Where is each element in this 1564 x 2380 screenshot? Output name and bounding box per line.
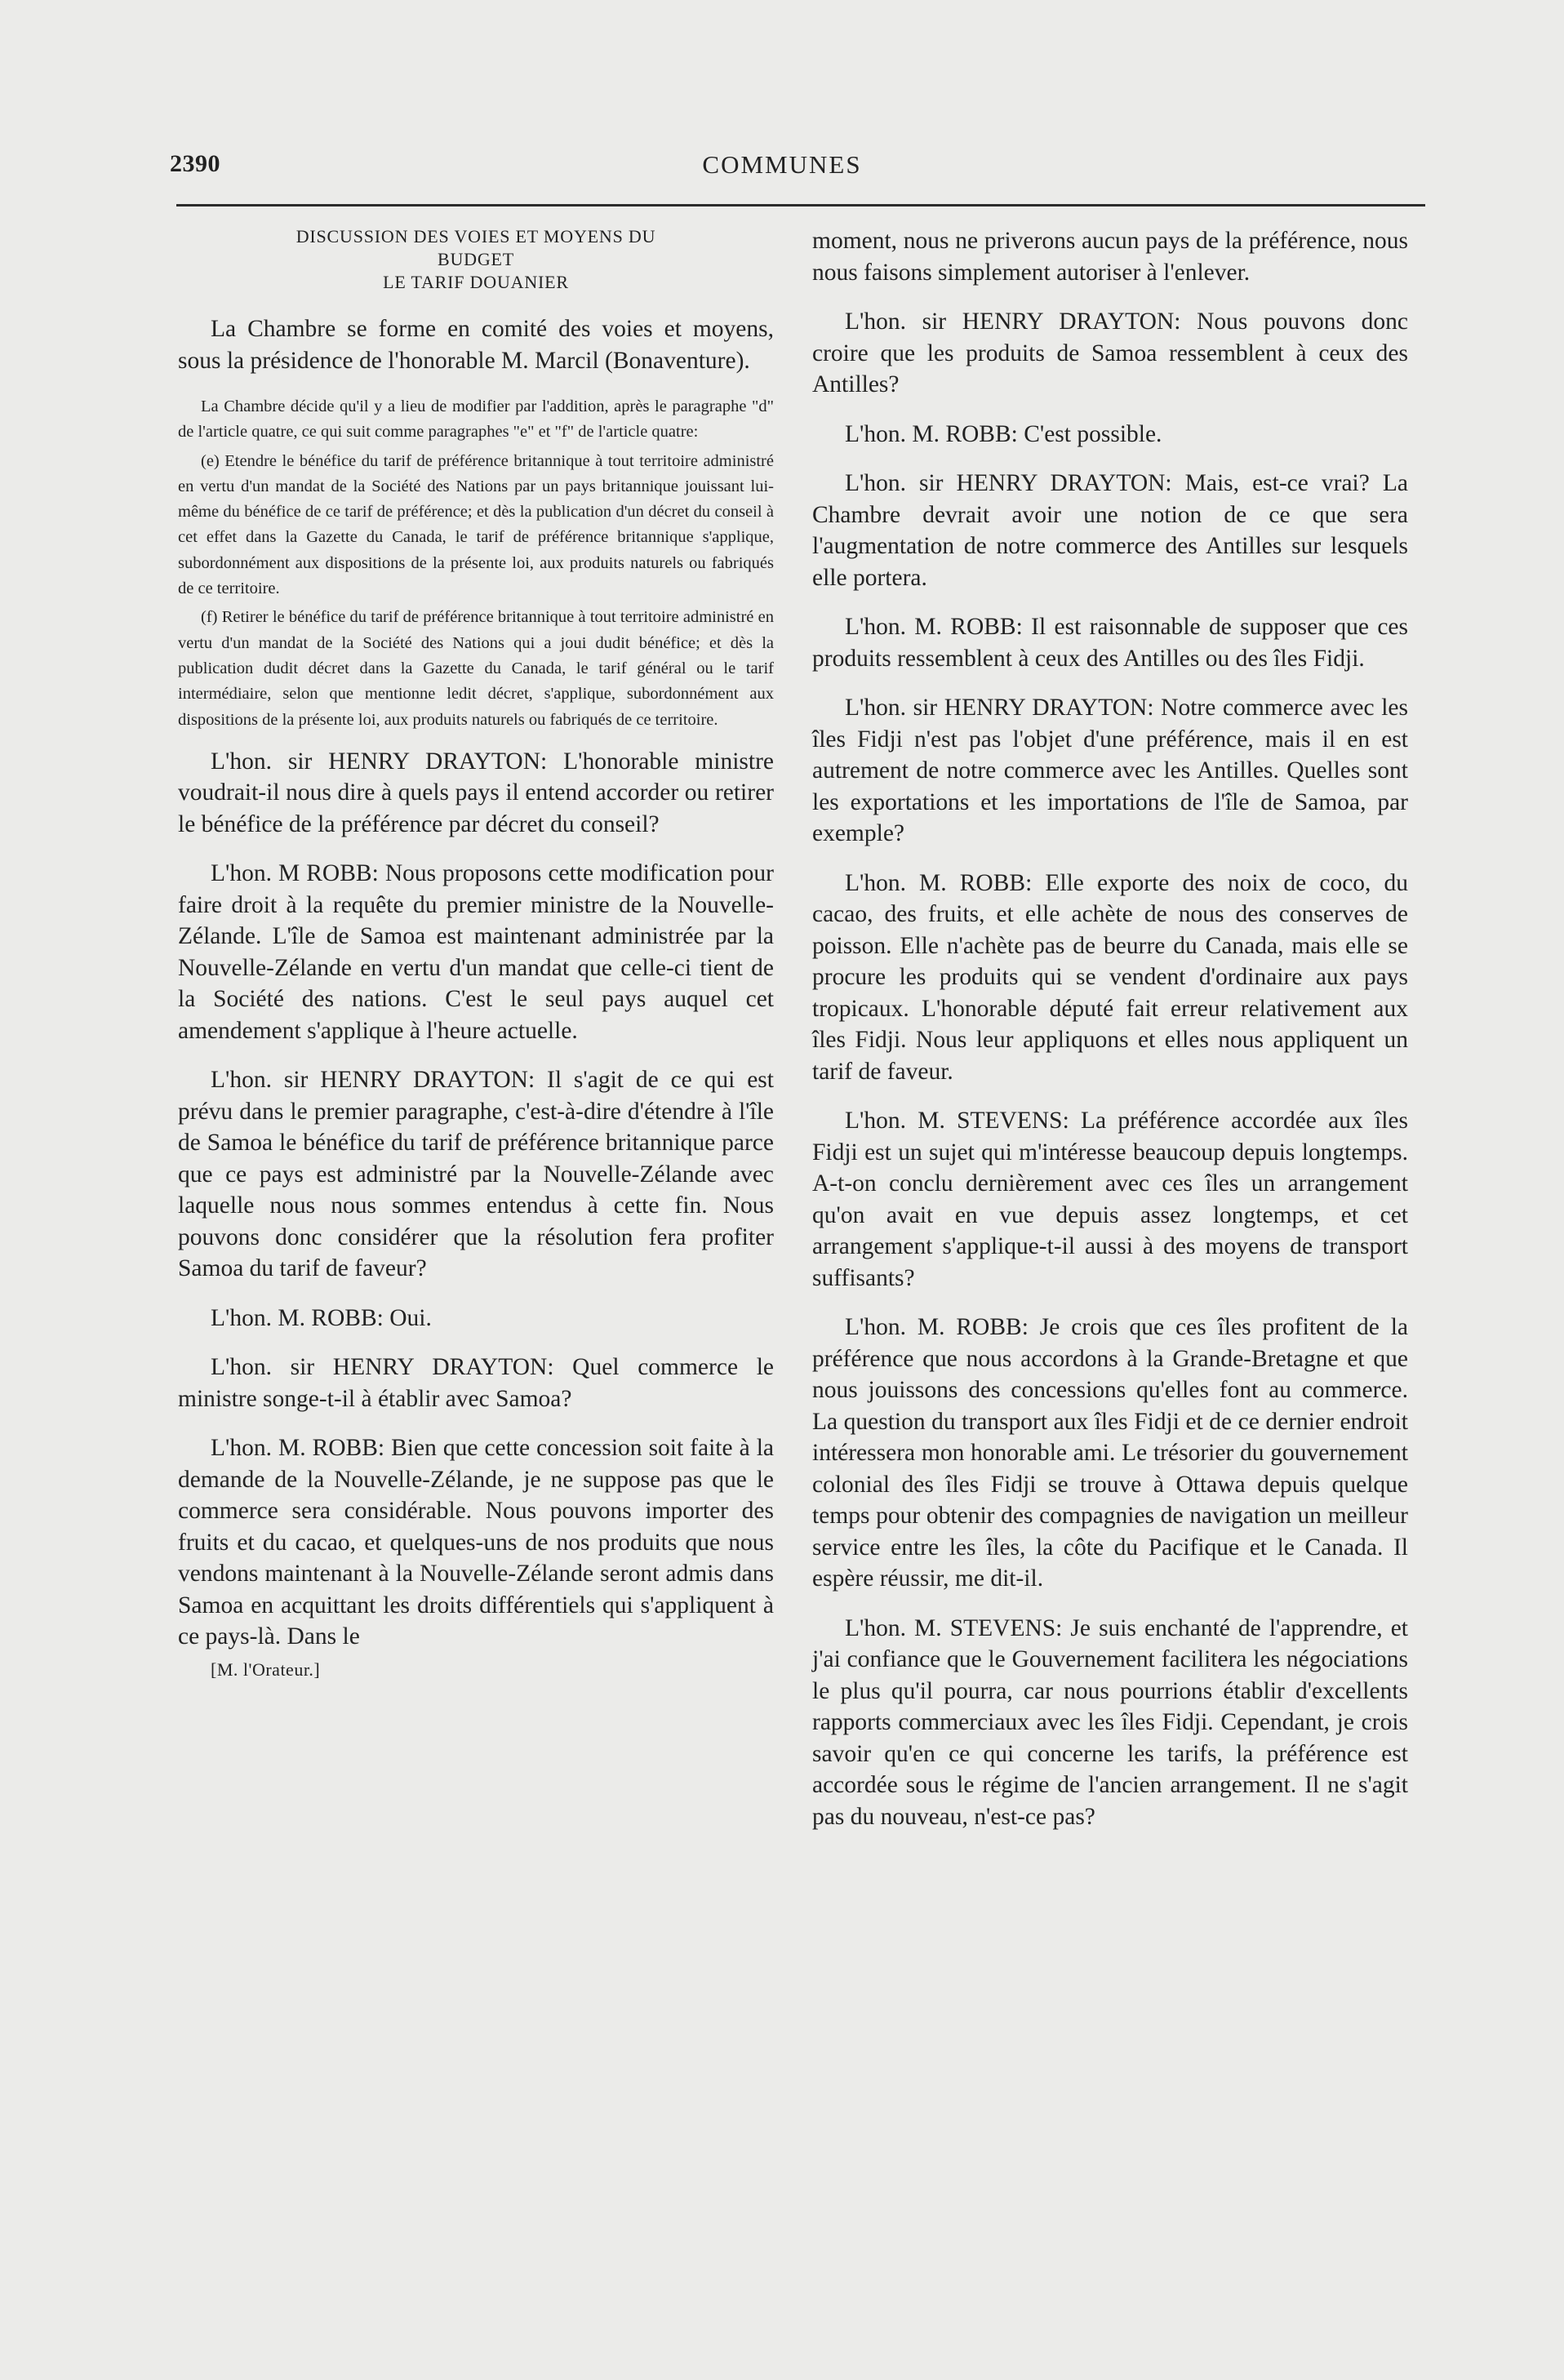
speech-paragraph: L'hon. M. ROBB: Oui. xyxy=(211,1304,432,1331)
speech-paragraph: L'hon. M. STEVENS: La préférence accordée aux îles Fidji est un sujet qui m'intéresse beaucoup depuis longtemps. A-t-on conclu dernièrement avec ces îles un arrangement qu'on avait en vue depuis assez longtemps, et cet arrangement s'applique-t-il aussi à des moyens de transport suffisants? xyxy=(812,1108,1408,1291)
left-column xyxy=(178,225,774,1700)
speech-paragraph: L'hon. M. STEVENS: Je suis enchanté de l'apprendre, et j'ai confiance que le Gouvernement facilitera les négociations le plus qu'il pourra, car nous pourrions établir d'excellents rapports commerciaux avec les îles Fidji. Cependant, je crois savoir qu'en ce qui concerne les tarifs, la préférence est accordée sous le régime de l'ancien arrangement. Il ne s'agit pas du nouveau, n'est-ce pas? xyxy=(812,1614,1408,1830)
paragraph: La Chambre se forme en comité des voies et moyens, sous la présidence de l'honorable M. Marcil (Bonaventure). xyxy=(178,316,774,374)
speech-paragraph: L'hon. M ROBB: Nous proposons cette modification pour faire droit à la requête du premier ministre de la Nouvelle-Zélande. L'île de Samoa est maintenant administrée par la Nouvelle-Zélande en vertu d'un mandat que celle-ci tient de la Société des nations. C'est le seul pays auquel cet amendement s'applique à l'heure actuelle. xyxy=(178,860,774,1044)
speech-paragraph: L'hon. sir HENRY DRAYTON: Nous pouvons donc croire que les produits de Samoa ressemblent à ceux des Antilles? xyxy=(812,309,1408,397)
speech-paragraph: L'hon. M. ROBB: Il est raisonnable de supposer que ces produits ressemblent à ceux des Antilles ou des îles Fidji. xyxy=(812,614,1408,672)
speech-paragraph: L'hon. M. ROBB: Je crois que ces îles profitent de la préférence que nous accordons à la Grande-Bretagne et que nous jouissons des concessions qu'elles font au commerce. La question du transport aux îles Fidji et de ce dernier endroit intéressera mon honorable ami. Le trésorier du gouvernement colonial des îles Fidji se trouve à Ottawa depuis quelque temps pour obtenir des compagnies de navigation un meilleur service entre les îles, la côte du Pacifique et le Canada. Il espère réussir, me dit-il. xyxy=(812,1314,1408,1592)
speech-paragraph: L'hon. sir HENRY DRAYTON: Notre commerce avec les îles Fidji n'est pas l'objet d'une préférence, mais il en est autrement de notre commerce avec les Antilles. Quelles sont les exportations et les importations de l'île de Samoa, par exemple? xyxy=(812,695,1408,846)
speech-paragraph: L'hon. sir HENRY DRAYTON: L'honorable ministre voudrait-il nous dire à quels pays il entend accorder ou retirer le bénéfice de la préférence par décret du conseil? xyxy=(178,748,774,837)
section-heading-line: DISCUSSION DES VOIES ET MOYENS DU xyxy=(295,226,656,246)
page-title: COMMUNES xyxy=(702,150,862,179)
footer-note: [M. l'Orateur.] xyxy=(211,1658,321,1680)
speech-paragraph: L'hon. M. ROBB: Elle exporte des noix de coco, du cacao, des fruits, et elle achète de nous des conserves de poisson. Elle n'achète pas de beurre du Canada, mais elle se procure les produits qui se vendent d'ordinaire aux pays tropicaux. L'honorable député fait erreur relativement aux îles Fidji. Nous leur appliquons et elles nous appliquent un tarif de faveur. xyxy=(812,869,1408,1085)
resolution-text: (f) Retirer le bénéfice du tarif de préférence britannique à tout territoire administré en vertu d'un mandat de la Société des Nations qui a joui dudit bénéfice; et dès la publication dudit décret dans la Gazette du Canada, le tarif général ou le tarif intermédiaire, selon que mentionne ledit décret, s'applique, subordonnément aux dispositions de la présente loi, aux produits naturels ou fabriqués de ce territoire. xyxy=(178,608,774,729)
speech-paragraph: L'hon. M. ROBB: C'est possible. xyxy=(845,420,1162,447)
resolution-text: (e) Etendre le bénéfice du tarif de préférence britannique à tout territoire administré en vertu d'un mandat de la Société des Nations par un pays britannique jouissant lui-même du bénéfice de ce tarif de préférence; et dès la publication d'un décret du conseil à cet effet dans la Gazette du Canada, le tarif de préférence britannique s'applique, subordonnément aux dispositions de la présente loi, aux produits naturels ou fabriqués de ce territoire. xyxy=(178,451,774,598)
speech-paragraph: moment, nous ne priverons aucun pays de la préférence, nous nous faisons simplement autoriser à l'enlever. xyxy=(812,228,1408,286)
section-heading-line: LE TARIF DOUANIER xyxy=(383,272,569,292)
speech-paragraph: L'hon. M. ROBB: Bien que cette concession soit faite à la demande de la Nouvelle-Zélande, je ne suppose pas que le commerce sera considérable. Nous pouvons importer des fruits et du cacao, et quelques-uns de nos produits que nous vendons maintenant à la Nouvelle-Zélande seront admis dans Samoa en acquittant les droits différentiels qui s'appliquent à ce pays-là. Dans le xyxy=(178,1435,774,1650)
page-number: 2390 xyxy=(170,150,220,177)
speech-paragraph: L'hon. sir HENRY DRAYTON: Il s'agit de ce qui est prévu dans le premier paragraphe, c'est-à-dire d'étendre à l'île de Samoa le bénéfice du tarif de préférence britannique parce que ce pays est administré par la Nouvelle-Zélande avec laquelle nous nous sommes entendus à cette fin. Nous pouvons donc considérer que la résolution fera profiter Samoa du tarif de faveur? xyxy=(178,1067,774,1282)
resolution-text: La Chambre décide qu'il y a lieu de modifier par l'addition, après le paragraphe "d" de l'article quatre, ce qui suit comme paragraphes "e" et "f" de l'article quatre: xyxy=(178,397,774,442)
speech-paragraph: L'hon. sir HENRY DRAYTON: Quel commerce le ministre songe-t-il à établir avec Samoa? xyxy=(178,1354,774,1412)
section-heading-line: BUDGET xyxy=(437,249,514,269)
speech-paragraph: L'hon. sir HENRY DRAYTON: Mais, est-ce vrai? La Chambre devrait avoir une notion de ce que sera l'augmentation de notre commerce des Antilles sur lesquels elle portera. xyxy=(812,470,1408,591)
section-heading xyxy=(178,225,774,294)
header-rule xyxy=(176,204,1425,206)
right-column xyxy=(812,225,1408,1850)
